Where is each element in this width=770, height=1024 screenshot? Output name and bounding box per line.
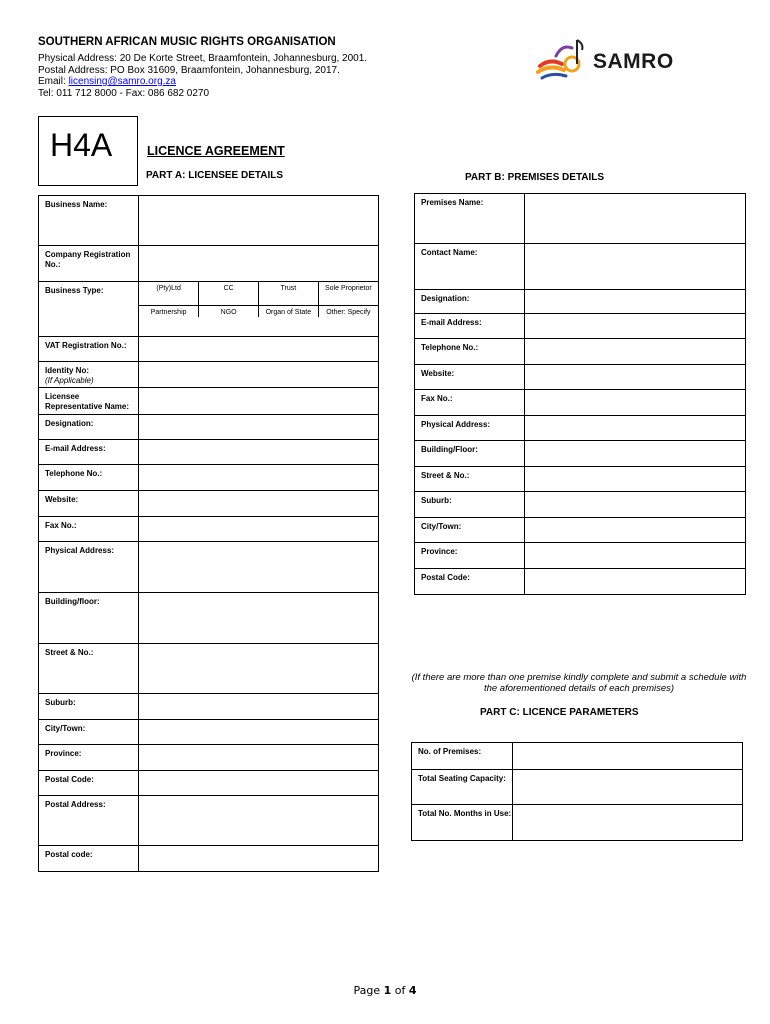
city-field-a[interactable] [139, 720, 379, 745]
city-label-b: City/Town: [415, 518, 525, 543]
fax-label-a: Fax No.: [39, 517, 139, 542]
email-label-a: E-mail Address: [39, 440, 139, 465]
page-number [0, 984, 770, 997]
licence-parameters-table [411, 742, 743, 841]
postal-address-label-a: Postal Address: [39, 796, 139, 846]
website-label-b: Website: [415, 365, 525, 390]
rep-name-label: Licensee Representative Name: [39, 388, 139, 415]
fax-label-b: Fax No.: [415, 390, 525, 416]
postal-address: Postal Address: PO Box 31609, Braamfontein, Johannesburg, 2017. [38, 64, 340, 76]
physical-field-b[interactable] [525, 416, 746, 441]
street-field-b[interactable] [525, 467, 746, 492]
part-a-heading: PART A: LICENSEE DETAILS [146, 170, 284, 181]
premises-count-label: No. of Premises: [412, 743, 513, 770]
company-reg-field[interactable] [139, 246, 379, 282]
contact-block [38, 53, 367, 99]
vat-field[interactable] [139, 337, 379, 362]
type-pty-ltd[interactable]: (Pty)Ltd [139, 282, 199, 305]
months-label: Total No. Months in Use: [412, 805, 513, 841]
premises-count-field[interactable] [513, 743, 743, 770]
type-ngo[interactable]: NGO [199, 305, 259, 317]
type-cc[interactable]: CC [199, 282, 259, 305]
email-label-b: E-mail Address: [415, 314, 525, 339]
tel-fax: Tel: 011 712 8000 - Fax: 086 682 0270 [38, 87, 210, 99]
building-label-a: Building/floor: [39, 593, 139, 644]
page-word: Page [353, 984, 384, 997]
designation-label-b: Designation: [415, 290, 525, 314]
physical-label-b: Physical Address: [415, 416, 525, 441]
postal-code-label-b: Postal Code: [415, 569, 525, 595]
designation-field-b[interactable] [525, 290, 746, 314]
of-word: of [391, 984, 409, 997]
months-field[interactable] [513, 805, 743, 841]
designation-field[interactable] [139, 415, 379, 440]
physical-label-a: Physical Address: [39, 542, 139, 593]
building-field-b[interactable] [525, 441, 746, 467]
province-label-b: Province: [415, 543, 525, 569]
suburb-field-a[interactable] [139, 694, 379, 720]
multiple-premises-note: (If there are more than one premise kindly complete and submit a schedule with the aforementioned details of each premises) [411, 672, 747, 694]
physical-field-a[interactable] [139, 542, 379, 593]
premises-details-table [414, 193, 746, 595]
province-field-b[interactable] [525, 543, 746, 569]
email-label: Email: [38, 76, 69, 87]
telephone-label-a: Telephone No.: [39, 465, 139, 491]
fax-field-b[interactable] [525, 390, 746, 416]
email-line [38, 76, 367, 88]
suburb-field-b[interactable] [525, 492, 746, 518]
suburb-label-b: Suburb: [415, 492, 525, 518]
business-type-grid [139, 282, 379, 337]
licensee-details-table [38, 195, 379, 872]
physical-address: Physical Address: 20 De Korte Street, Braamfontein, Johannesburg, 2001. [38, 53, 368, 64]
postal-code-label-a: Postal Code: [39, 771, 139, 796]
page-title: LICENCE AGREEMENT [147, 144, 285, 158]
part-c-heading: PART C: LICENCE PARAMETERS [480, 707, 639, 718]
telephone-field-b[interactable] [525, 339, 746, 365]
postal-code2-label-a: Postal code: [39, 846, 139, 872]
business-name-field[interactable] [139, 196, 379, 246]
province-label-a: Province: [39, 745, 139, 771]
street-label-b: Street & No.: [415, 467, 525, 492]
samro-logo-icon [536, 36, 596, 82]
type-partnership[interactable]: Partnership [150, 308, 187, 316]
website-field-b[interactable] [525, 365, 746, 390]
contact-name-field[interactable] [525, 244, 746, 290]
part-b-heading: PART B: PREMISES DETAILS [465, 172, 605, 183]
fax-field-a[interactable] [139, 517, 379, 542]
premises-name-field[interactable] [525, 194, 746, 244]
email-field-b[interactable] [525, 314, 746, 339]
form-code: H4A [50, 127, 113, 163]
identity-sub: (If Applicable) [45, 375, 94, 385]
email-field-a[interactable] [139, 440, 379, 465]
postal-code-field-b[interactable] [525, 569, 746, 595]
city-field-b[interactable] [525, 518, 746, 543]
identity-field[interactable] [139, 362, 379, 388]
type-other-specify[interactable]: Other: Specify [318, 305, 378, 317]
identity-label-text: Identity No: [45, 366, 89, 375]
postal-address-field-a[interactable] [139, 796, 379, 846]
street-field-a[interactable] [139, 644, 379, 694]
company-reg-label: Company Registration No.: [39, 246, 139, 282]
province-field-a[interactable] [139, 745, 379, 771]
samro-logo [536, 36, 706, 82]
website-field-a[interactable] [139, 491, 379, 517]
vat-label: VAT Registration No.: [39, 337, 139, 362]
postal-code-field-a[interactable] [139, 771, 379, 796]
seating-field[interactable] [513, 770, 743, 805]
logo-wordmark: SAMRO [593, 50, 674, 73]
premises-name-label: Premises Name: [415, 194, 525, 244]
suburb-label-a: Suburb: [39, 694, 139, 720]
type-trust[interactable]: Trust [259, 282, 319, 305]
form-code-box [38, 116, 138, 186]
page-current: 1 [383, 984, 392, 997]
designation-label: Designation: [39, 415, 139, 440]
page-total: 4 [408, 984, 417, 997]
postal-code2-field-a[interactable] [139, 846, 379, 872]
organisation-name: SOUTHERN AFRICAN MUSIC RIGHTS ORGANISATION [38, 36, 336, 48]
business-name-label: Business Name: [39, 196, 139, 246]
type-organ-of-state[interactable]: Organ of State [259, 305, 319, 317]
type-sole-proprietor[interactable]: Sole Proprietor [318, 282, 378, 305]
rep-name-field[interactable] [139, 388, 379, 415]
building-label-b: Building/Floor: [415, 441, 525, 467]
website-label-a: Website: [39, 491, 139, 517]
business-type-label: Business Type: [39, 282, 139, 337]
telephone-field-a[interactable] [139, 465, 379, 491]
city-label-a: City/Town: [39, 720, 139, 745]
contact-name-label: Contact Name: [415, 244, 525, 290]
identity-label [39, 362, 139, 388]
seating-label: Total Seating Capacity: [412, 770, 513, 805]
email-link[interactable]: licensing@samro.org.za [68, 76, 176, 87]
telephone-label-b: Telephone No.: [415, 339, 525, 365]
building-field-a[interactable] [139, 593, 379, 644]
street-label-a: Street & No.: [39, 644, 139, 694]
